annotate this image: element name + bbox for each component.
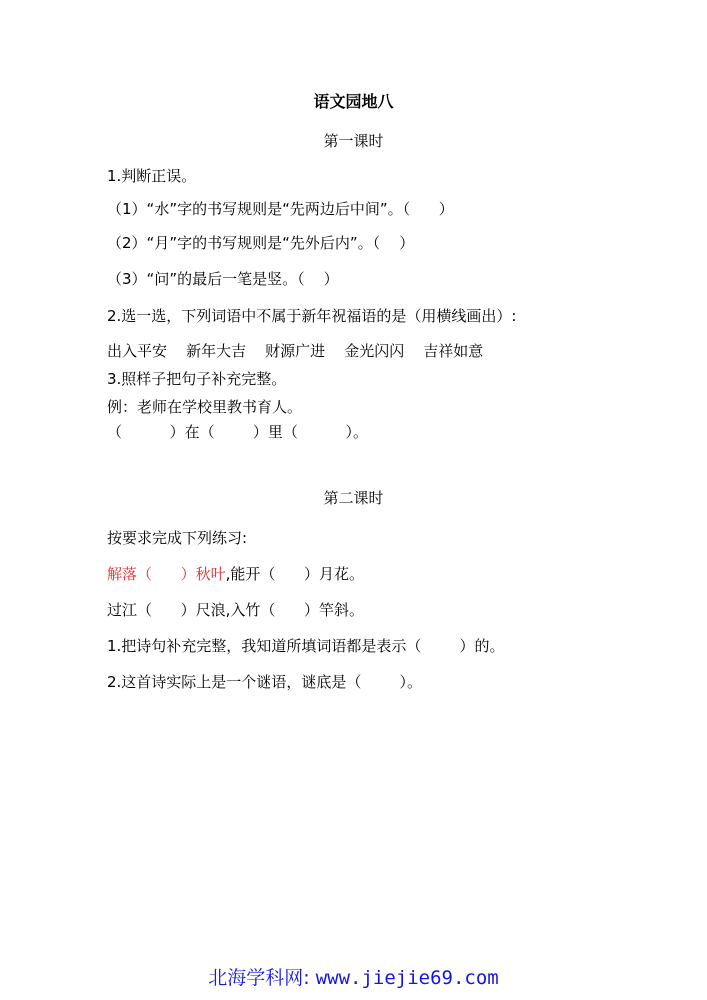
q1-title: 1.判断正误。 (107, 167, 197, 185)
footer-label: 北海学科网: (208, 967, 316, 989)
lesson2-heading: 第二课时 (323, 489, 384, 507)
q1-item-2: （2）“月”字的书写规则是“先外后内”。（ ） (107, 234, 415, 252)
poem-line-1 (107, 564, 364, 584)
q2-title: 2.选一选，下列词语中不属于新年祝福语的是（用横线画出）: (107, 307, 517, 325)
page-title: 语文园地八 (313, 92, 394, 111)
q3-title: 3.照样子把句子补充完整。 (107, 370, 287, 388)
lesson1-heading: 第一课时 (323, 132, 384, 150)
lesson2-instruction: 按要求完成下列练习: (107, 529, 248, 547)
q1-item-1: （1）“水”字的书写规则是“先两边后中间”。（ ） (107, 200, 454, 218)
q3-blank: （ ）在（ ）里（ ）。 (107, 423, 369, 441)
poem-line-2: 过江（ ）尺浪,入竹（ ）竿斜。 (107, 601, 364, 619)
lesson2-q1: 1.把诗句补充完整，我知道所填词语都是表示（ ）的。 (107, 637, 505, 655)
q1-item-3: （3）“问”的最后一笔是竖。（ ） (107, 270, 339, 288)
poem-line-1-rest: ,能开（ ）月花。 (225, 565, 364, 583)
footer-url[interactable]: www.jiejie69.com (315, 967, 499, 989)
poem-line-1-red: 解落（ ）秋叶 (107, 565, 226, 583)
footer-watermark (0, 963, 707, 990)
lesson2-q2: 2.这首诗实际上是一个谜语，谜底是（ ）。 (107, 673, 422, 691)
q2-words: 出入平安 新年大吉 财源广进 金光闪闪 吉祥如意 (107, 342, 484, 360)
q3-example: 例：老师在学校里教书育人。 (107, 398, 303, 416)
